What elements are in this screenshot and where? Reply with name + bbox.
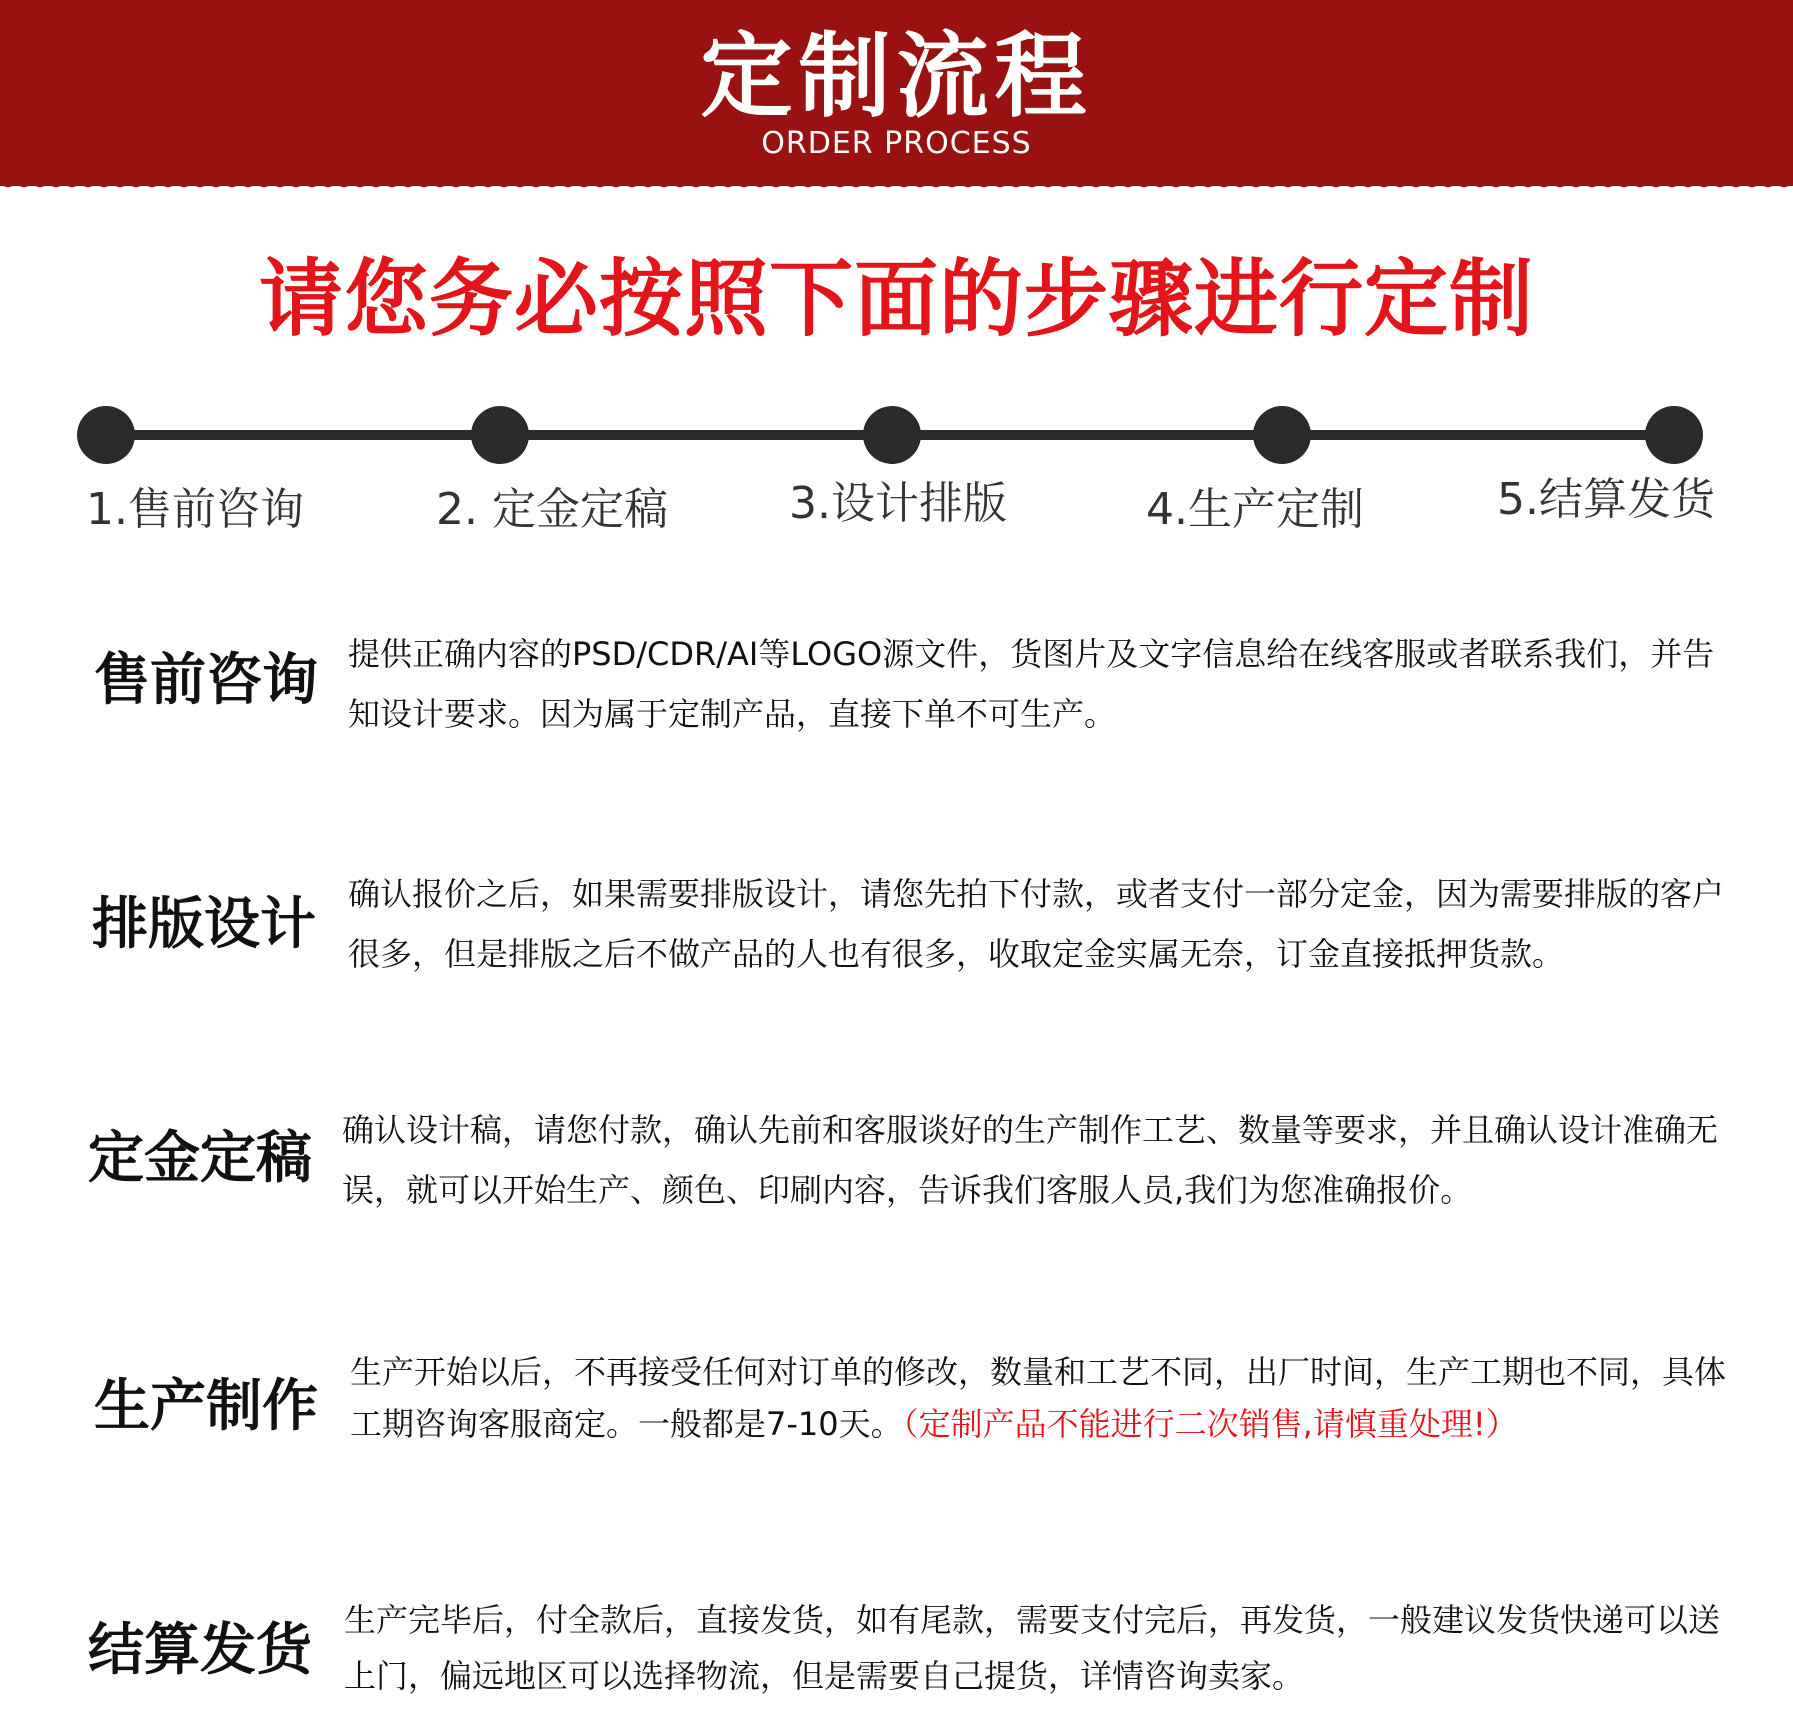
section-title: 定金定稿 [88, 1126, 312, 1191]
step-dot-2 [471, 406, 529, 464]
step-dot-1 [77, 406, 135, 464]
banner-scallop-edge [0, 180, 1793, 196]
section-title: 结算发货 [88, 1618, 312, 1683]
step-dot-4 [1253, 406, 1311, 464]
section-title: 售前咨询 [94, 648, 318, 713]
section-text: 确认设计稿，请您付款，确认先前和客服谈好的生产制作工艺、数量等要求，并且确认设计准确无误，就可以开始生产、颜色、印刷内容，告诉我们客服人员,我们为您准确报价。 [342, 1111, 1719, 1209]
header-banner [0, 0, 1793, 186]
process-timeline [0, 400, 1793, 540]
step-dot-5 [1645, 406, 1703, 464]
step-label-5: 5.结算发货 [1497, 474, 1715, 525]
page-subtitle: ORDER PROCESS [761, 126, 1032, 161]
warning-text: （定制产品不能进行二次销售,请慎重处理!） [902, 1405, 1518, 1443]
section-text-main: 生产开始以后，不再接受任何对订单的修改，数量和工艺不同，出厂时间，生产工期也不同，具体工期咨询客服商定。一般都是7-10天。 [350, 1353, 1727, 1443]
step-label-4: 4.生产定制 [1146, 484, 1364, 535]
step-label-2: 2. 定金定稿 [436, 484, 668, 535]
step-label-3: 3.设计排版 [789, 478, 1007, 529]
section-text: 生产完毕后，付全款后，直接发货，如有尾款，需要支付完后，再发货，一般建议发货快递可以送上门，偏远地区可以选择物流，但是需要自己提货，详情咨询卖家。 [344, 1601, 1721, 1695]
step-label-1: 1.售前咨询 [86, 484, 304, 535]
section-title: 排版设计 [92, 892, 316, 957]
section-text: 提供正确内容的PSD/CDR/AI等LOGO源文件，货图片及文字信息给在线客服或者联系我们，并告知设计要求。因为属于定制产品，直接下单不可生产。 [348, 635, 1715, 733]
section-title: 生产制作 [94, 1374, 318, 1439]
page-title: 定制流程 [700, 23, 1093, 130]
notice-headline: 请您务必按照下面的步骤进行定制 [258, 250, 1534, 348]
step-dot-3 [863, 406, 921, 464]
section-text [350, 1346, 1730, 1450]
section-text: 确认报价之后，如果需要排版设计，请您先拍下付款，或者支付一部分定金，因为需要排版的客户很多，但是排版之后不做产品的人也有很多，收取定金实属无奈，订金直接抵押货款。 [348, 875, 1725, 973]
